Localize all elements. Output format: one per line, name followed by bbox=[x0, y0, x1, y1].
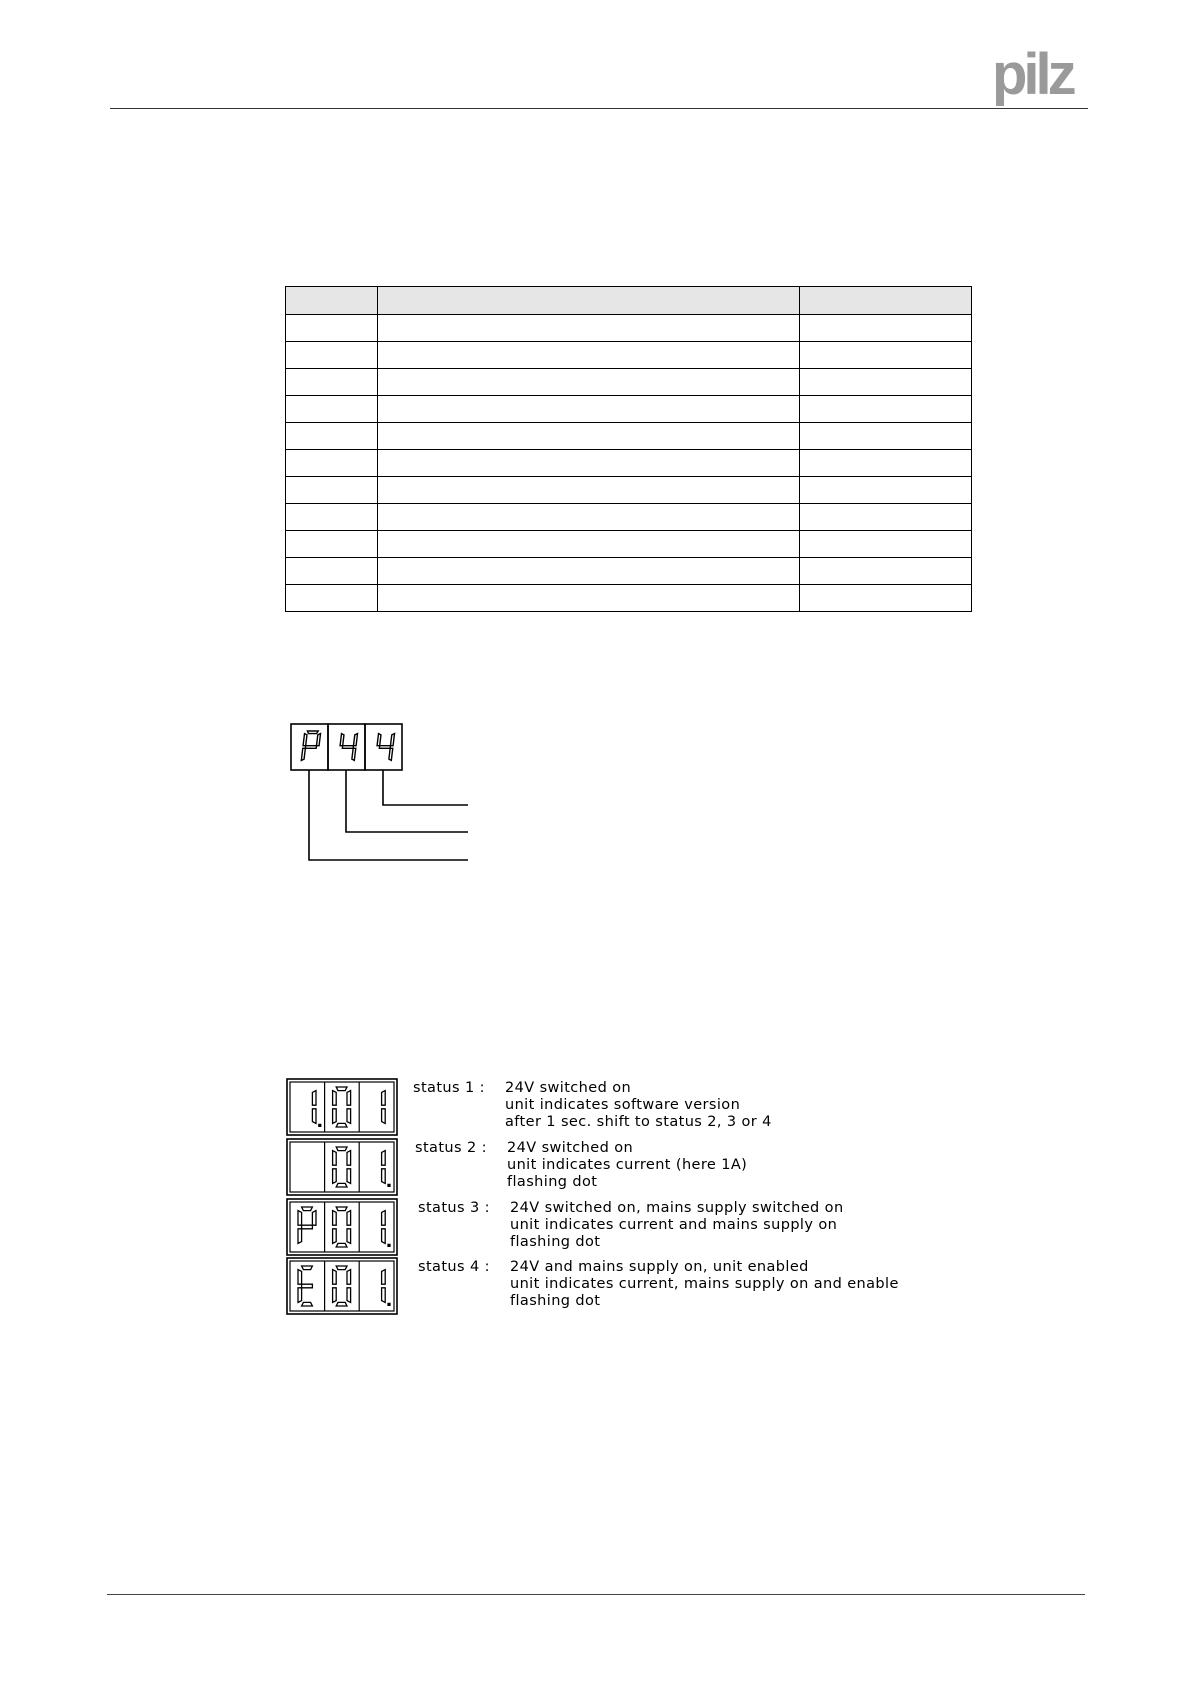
table-row bbox=[286, 450, 972, 477]
segment-a bbox=[336, 1087, 347, 1091]
seven-segment-display bbox=[286, 1257, 398, 1315]
table-header-row bbox=[286, 287, 972, 315]
display-svg bbox=[286, 1078, 398, 1136]
header-rule bbox=[110, 108, 1088, 109]
segment-e bbox=[333, 1288, 337, 1303]
table-cell bbox=[800, 396, 972, 423]
table-cell bbox=[800, 585, 972, 612]
table-header-cell bbox=[378, 287, 800, 315]
decimal-dot bbox=[387, 1303, 390, 1306]
table-cell bbox=[286, 369, 378, 396]
table-row bbox=[286, 423, 972, 450]
table-cell bbox=[378, 423, 800, 450]
segment-c bbox=[382, 1288, 386, 1303]
table-cell bbox=[378, 477, 800, 504]
status-label: status 2 : bbox=[415, 1140, 487, 1156]
display-diagram-svg bbox=[280, 714, 480, 874]
table-row bbox=[286, 558, 972, 585]
decimal-dot bbox=[387, 1244, 390, 1247]
decimal-dot bbox=[387, 1184, 390, 1187]
table-cell bbox=[286, 396, 378, 423]
table-row bbox=[286, 585, 972, 612]
table-cell bbox=[800, 315, 972, 342]
status-line: flashing dot bbox=[510, 1293, 601, 1309]
table-row bbox=[286, 342, 972, 369]
table-cell bbox=[286, 477, 378, 504]
table-row bbox=[286, 477, 972, 504]
display-svg bbox=[286, 1198, 398, 1256]
table-cell bbox=[286, 504, 378, 531]
segment-g bbox=[302, 1284, 313, 1288]
status-line: 24V and mains supply on, unit enabled bbox=[510, 1259, 809, 1275]
leader-line-digit-1 bbox=[309, 770, 468, 860]
display-digit-diagram bbox=[280, 714, 480, 874]
table-cell bbox=[800, 369, 972, 396]
segment-b bbox=[382, 1270, 386, 1285]
segment-d bbox=[336, 1123, 347, 1127]
table-cell bbox=[800, 504, 972, 531]
segment-b bbox=[347, 1091, 351, 1106]
segment-e bbox=[301, 748, 305, 760]
segment-f bbox=[333, 1270, 337, 1285]
table-cell bbox=[378, 315, 800, 342]
segment-g bbox=[342, 746, 353, 749]
pilz-logo-mark bbox=[990, 44, 1090, 110]
status-row bbox=[286, 1078, 1006, 1136]
table-header-cell bbox=[800, 287, 972, 315]
status-row bbox=[286, 1198, 1006, 1256]
status-line: unit indicates current, mains supply on and enable bbox=[510, 1276, 899, 1292]
status-line: flashing dot bbox=[507, 1174, 598, 1190]
segment-c bbox=[389, 748, 393, 760]
table-cell bbox=[378, 531, 800, 558]
status-line: 24V switched on, mains supply switched on bbox=[510, 1200, 844, 1216]
table-row bbox=[286, 369, 972, 396]
table-cell bbox=[378, 369, 800, 396]
pilz-logo bbox=[990, 44, 1090, 110]
segment-f bbox=[298, 1211, 302, 1226]
display-svg bbox=[286, 1257, 398, 1315]
table-cell bbox=[286, 423, 378, 450]
footer-rule bbox=[107, 1594, 1085, 1595]
segment-d bbox=[302, 1302, 313, 1306]
segment-b bbox=[390, 734, 394, 746]
segment-f bbox=[377, 734, 381, 746]
segment-b bbox=[312, 1211, 316, 1226]
segment-a bbox=[336, 1147, 347, 1151]
segment-a bbox=[336, 1207, 347, 1211]
display-svg bbox=[286, 1138, 398, 1196]
segment-c bbox=[382, 1169, 386, 1184]
status-line: unit indicates software version bbox=[505, 1097, 741, 1113]
table-cell bbox=[286, 531, 378, 558]
segment-d bbox=[336, 1302, 347, 1306]
table-cell bbox=[286, 450, 378, 477]
segment-b bbox=[382, 1211, 386, 1226]
segment-c bbox=[347, 1229, 351, 1244]
table-cell bbox=[378, 396, 800, 423]
seven-segment-display bbox=[286, 1138, 398, 1196]
segment-c bbox=[347, 1109, 351, 1124]
seven-segment-display bbox=[286, 1078, 398, 1136]
segment-e bbox=[333, 1109, 337, 1124]
segment-g bbox=[302, 1225, 313, 1229]
table-cell bbox=[286, 342, 378, 369]
segment-e bbox=[298, 1288, 302, 1303]
segment-c bbox=[352, 748, 356, 760]
segment-f bbox=[333, 1211, 337, 1226]
segment-b bbox=[347, 1151, 351, 1166]
leader-line-digit-3 bbox=[383, 770, 468, 805]
segment-e bbox=[333, 1169, 337, 1184]
segment-c bbox=[382, 1229, 386, 1244]
segment-f bbox=[333, 1091, 337, 1106]
segment-f bbox=[333, 1151, 337, 1166]
status-label: status 1 : bbox=[413, 1080, 485, 1096]
leader-line-digit-2 bbox=[346, 770, 468, 832]
table-cell bbox=[286, 585, 378, 612]
table-cell bbox=[286, 558, 378, 585]
status-line: 24V switched on bbox=[505, 1080, 632, 1096]
segment-e bbox=[298, 1229, 302, 1244]
table-cell bbox=[378, 558, 800, 585]
table-row bbox=[286, 315, 972, 342]
segment-c bbox=[382, 1109, 386, 1124]
status-row bbox=[286, 1257, 1006, 1315]
status-line: after 1 sec. shift to status 2, 3 or 4 bbox=[505, 1114, 772, 1130]
table-cell bbox=[800, 423, 972, 450]
segment-b bbox=[312, 1091, 316, 1106]
table-cell bbox=[378, 342, 800, 369]
segment-a bbox=[302, 1207, 313, 1211]
segment-a bbox=[336, 1266, 347, 1270]
segment-b bbox=[353, 734, 357, 746]
status-line: unit indicates current and mains supply on bbox=[510, 1217, 838, 1233]
table-cell bbox=[800, 558, 972, 585]
status-line: 24V switched on bbox=[507, 1140, 634, 1156]
status-label: status 3 : bbox=[418, 1200, 490, 1216]
segment-c bbox=[347, 1169, 351, 1184]
segment-b bbox=[382, 1151, 386, 1166]
segment-d bbox=[336, 1243, 347, 1247]
table-header-cell bbox=[286, 287, 378, 315]
segment-g bbox=[305, 746, 316, 749]
table-row bbox=[286, 396, 972, 423]
table-row bbox=[286, 504, 972, 531]
segment-b bbox=[316, 734, 320, 746]
status-label: status 4 : bbox=[418, 1259, 490, 1275]
status-line: flashing dot bbox=[510, 1234, 601, 1250]
status-row bbox=[286, 1138, 1006, 1196]
segment-b bbox=[347, 1270, 351, 1285]
status-line: unit indicates current (here 1A) bbox=[507, 1157, 748, 1173]
segment-a bbox=[302, 1266, 313, 1270]
segment-b bbox=[382, 1091, 386, 1106]
logo-text: pilz bbox=[992, 44, 1073, 107]
segment-a bbox=[307, 731, 318, 734]
segment-f bbox=[298, 1270, 302, 1285]
segment-g bbox=[379, 746, 390, 749]
table-cell bbox=[800, 450, 972, 477]
table-cell bbox=[800, 531, 972, 558]
segment-f bbox=[303, 734, 307, 746]
table-cell bbox=[378, 585, 800, 612]
table-cell bbox=[800, 342, 972, 369]
segment-d bbox=[336, 1183, 347, 1187]
seven-segment-display bbox=[286, 1198, 398, 1256]
table-cell bbox=[378, 450, 800, 477]
segment-c bbox=[312, 1109, 316, 1124]
segment-b bbox=[347, 1211, 351, 1226]
table-cell bbox=[286, 315, 378, 342]
segment-f bbox=[340, 734, 344, 746]
table-row bbox=[286, 531, 972, 558]
segment-c bbox=[347, 1288, 351, 1303]
segment-e bbox=[333, 1229, 337, 1244]
table-cell bbox=[800, 477, 972, 504]
decimal-dot bbox=[318, 1124, 321, 1127]
empty-table bbox=[285, 286, 972, 612]
table-cell bbox=[378, 504, 800, 531]
